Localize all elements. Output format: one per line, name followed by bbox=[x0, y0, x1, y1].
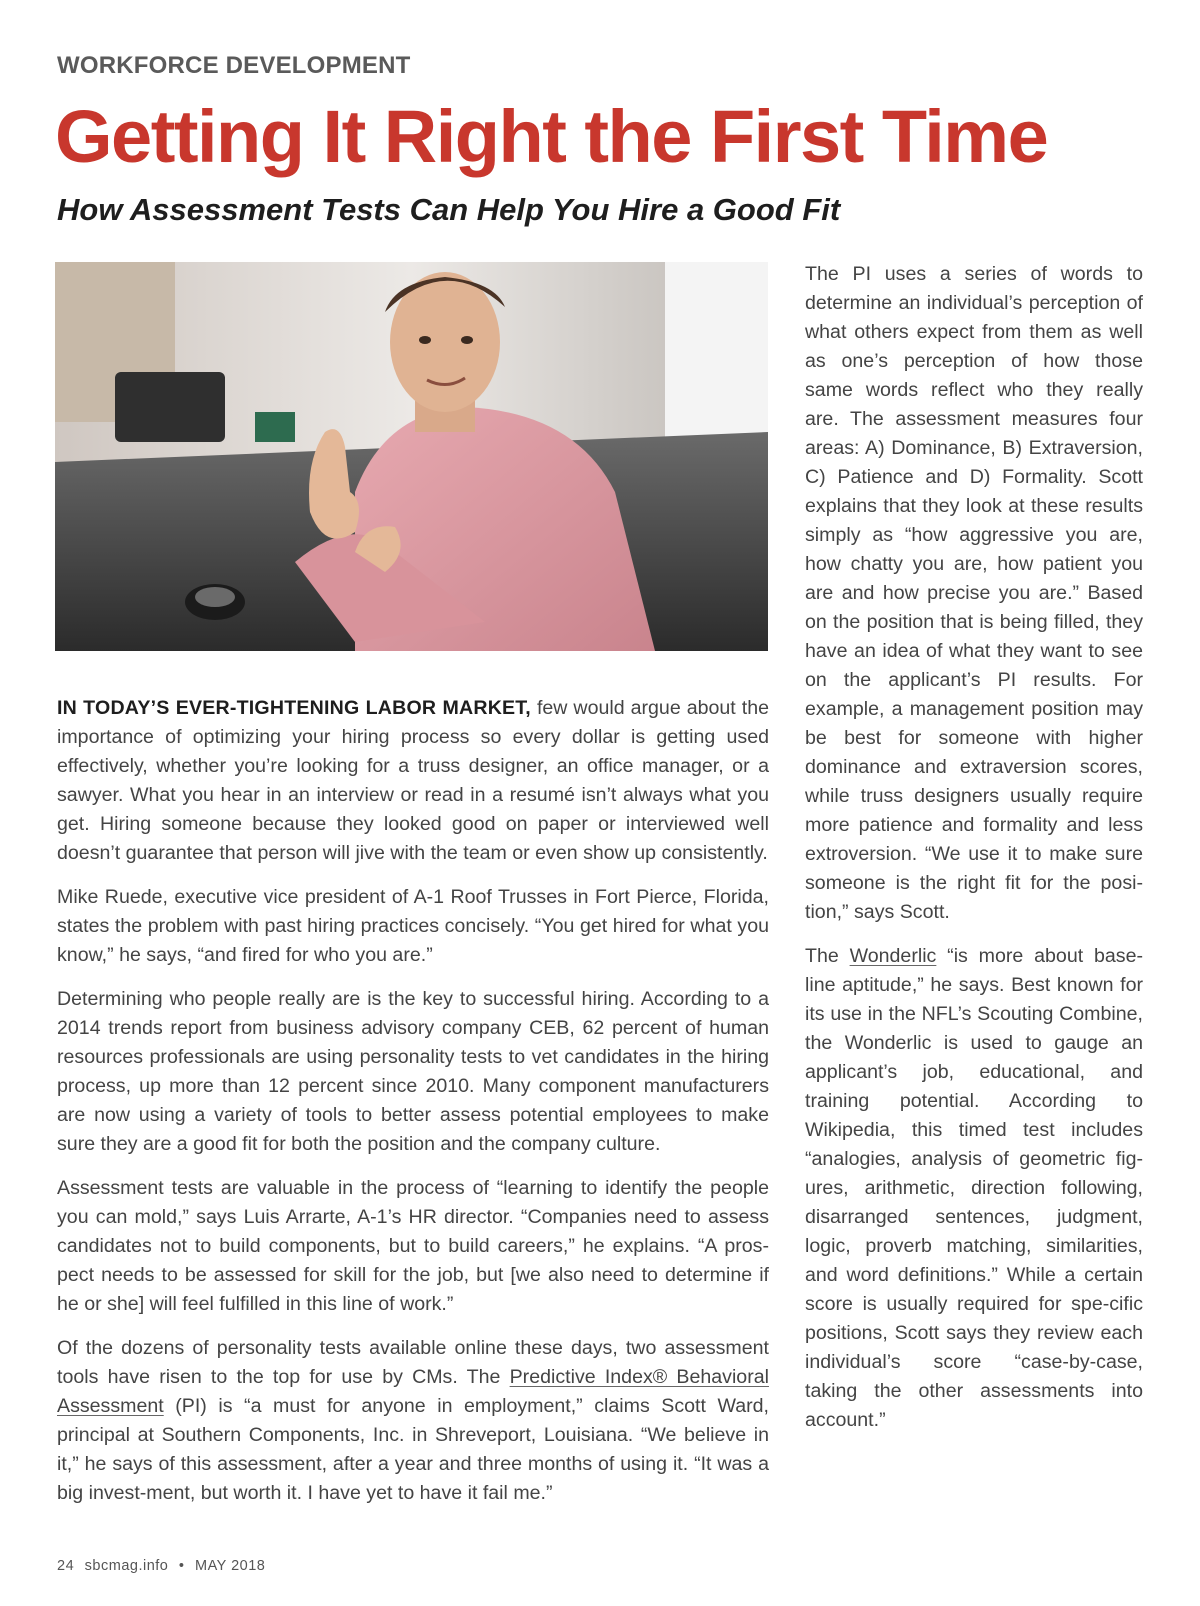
article-headline: Getting It Right the First Time bbox=[55, 95, 1048, 178]
paragraph-1 bbox=[57, 694, 769, 868]
photo-illustration bbox=[55, 262, 768, 651]
section-label: WORKFORCE DEVELOPMENT bbox=[57, 52, 411, 79]
article-photo bbox=[55, 262, 768, 651]
footer-issue: MAY 2018 bbox=[195, 1558, 266, 1574]
footer-site: sbcmag.info bbox=[84, 1558, 169, 1574]
wonderlic-link[interactable]: Wonderlic bbox=[849, 945, 937, 967]
paragraph-3: Determining who people really are is the key to successful hiring. According to a 2014 trends report from business advisory company CEB, 62 percent of human resources professionals are using personality tests to vet candidates in the hiring process, up more than 12 percent since 2010. Many component manufacturers are now using a variety of tools to better assess potential employees to make sure they are a good fit for both the position and the company culture. bbox=[57, 988, 769, 1155]
page-number: 24 bbox=[57, 1558, 75, 1574]
paragraph-1-body: few would argue about the importance of optimizing your hiring process so every dollar is getting used effectively, whether you’re looking for a truss designer, an office manager, or a sawyer. What you hear in an interview or read in a resumé isn’t always what you get. Hiring someone because they looked good on paper or interviewed well doesn’t guarantee that person will jive with the team or even show up consistently. bbox=[57, 697, 769, 864]
footer-separator: • bbox=[178, 1558, 185, 1574]
page-footer bbox=[57, 1558, 271, 1574]
paragraph-5-end: (PI) is “a must for anyone in employment,” claims Scott Ward, principal at Southern Components, Inc. in Shreveport, Louisiana. “We believe in it,” he says of this assessment, after a year and three months of using it. “It was a big invest-ment, but worth it. I have yet to have it fail me.” bbox=[57, 1395, 769, 1504]
paragraph-2: Mike Ruede, executive vice president of A-1 Roof Trusses in Fort Pierce, Florida, states the problem with past hiring practices concisely. “You get hired for what you know,” he says, “and fired for who you are.” bbox=[57, 886, 769, 966]
predictive-index-link[interactable]: Predictive Index® Behavioral Assessment bbox=[57, 1366, 769, 1417]
right-paragraph-1: The PI uses a series of words to determine an individual’s perception of what others expect from them as well as one’s perception of how those same words reflect who they really are. The assessment measures four areas: A) Dominance, B) Extraversion, C) Patience and D) Formality. Scott explains that they look at these results simply as “how aggressive you are, how chatty you are, how patient you are and how precise you are.” Based on the position that is being filled, they have an idea of what they want to see on the applicant’s PI results. For example, a management position may be best for someone with higher dominance and extraversion scores, while truss designers usually require more patience and formality and less extroversion. “We use it to make sure someone is the right fit for the posi-tion,” says Scott. bbox=[805, 263, 1143, 923]
left-column bbox=[57, 694, 769, 1523]
paragraph-5-start: Of the dozens of personality tests available online these days, two assessment tools have risen to the top for use by CMs. The bbox=[57, 1337, 769, 1388]
paragraph-4: Assessment tests are valuable in the process of “learning to identify the people you can mold,” says Luis Arrarte, A-1’s HR director. “Companies need to assess candidates not to build components, but to build careers,” he explains. “A pros-pect needs to be assessed for skill for the job, but [we also need to determine if he or she] will feel fulfilled in this line of work.” bbox=[57, 1177, 769, 1315]
article-subtitle: How Assessment Tests Can Help You Hire a Good Fit bbox=[57, 192, 841, 227]
right-paragraph-2-end: “is more about base-line aptitude,” he says. Best known for its use in the NFL’s Scouting Combine, the Wonderlic is used to gauge an applicant’s job, educational, and training potential. According to Wikipedia, this timed test includes “analogies, analysis of geometric fig-ures, arithmetic, direction following, disarranged sentences, judgment, logic, proverb matching, similarities, and word definitions.” While a certain score is usually required for spe-cific positions, Scott says they review each individual’s score “case-by-case, taking the other assessments into account.” bbox=[805, 945, 1143, 1431]
right-paragraph-2 bbox=[805, 942, 1143, 1435]
right-paragraph-2-start: The bbox=[805, 945, 850, 967]
right-column bbox=[805, 260, 1143, 1450]
lead-in: IN TODAY’S EVER-TIGHTENING LABOR MARKET, bbox=[57, 697, 531, 719]
paragraph-5 bbox=[57, 1334, 769, 1508]
